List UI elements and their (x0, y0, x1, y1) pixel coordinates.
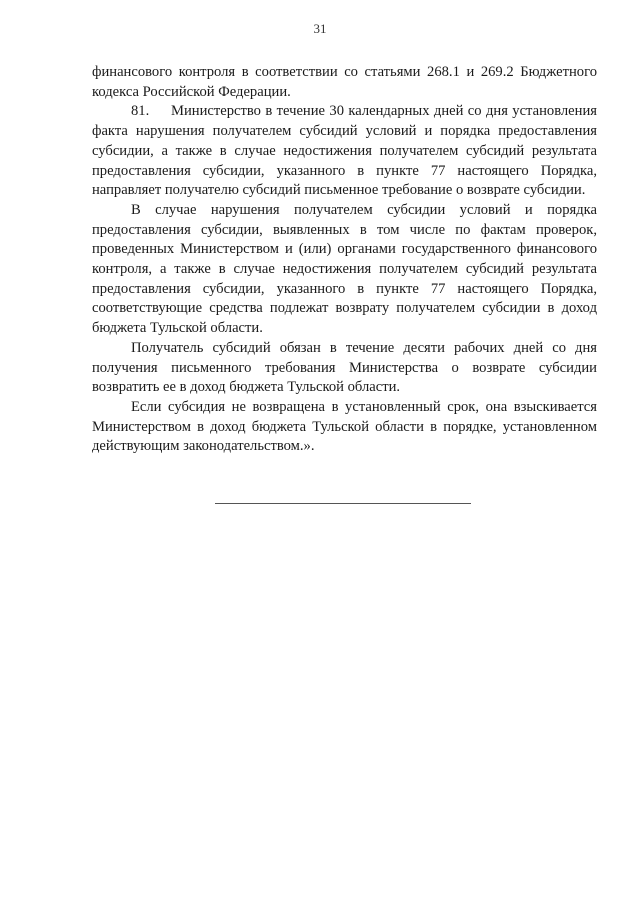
document-body (92, 63, 597, 457)
closing-separator-line (215, 503, 471, 504)
paragraph-continuation: финансового контроля в соответствии со статьями 268.1 и 269.2 Бюджетного кодекса Российской Федерации. (92, 64, 597, 100)
paragraph-81-text: Министерство в течение 30 календарных дней со дня установления факта нарушения получателем субсидий условий и порядка предоставления субсидии, а также в случае недостижения получателем субсидий результата предоставления субсидии, указанного в пункте 77 настоящего Порядка, направляет получателю субсидий письменное требование о возврате субсидии. (92, 103, 597, 199)
paragraph-81-number: 81. (131, 103, 150, 120)
paragraph-enforced-recovery: Если субсидия не возвращена в установленный срок, она взыскивается Министерством в доход бюджета Тульской области в порядке, установленном действующим законодательством.». (92, 398, 597, 455)
paragraph-81 (92, 102, 597, 201)
page-number: 31 (313, 21, 327, 36)
paragraph-violation-return: В случае нарушения получателем субсидии условий и порядка предоставления субсидии, выявленных в том числе по фактам проверок, проведенных Министерством и (или) органами государственного финансового контроля, а также в случае недостижения получателем субсидий результата предоставления субсидии, указанного в пункте 77 настоящего Порядка, соответствующие средства подлежат возврату получателем субсидии в доход бюджета Тульской области. (92, 201, 597, 337)
paragraph-return-deadline: Получатель субсидий обязан в течение десяти рабочих дней со дня получения письменного требования Министерства о возврате субсидии возвратить ее в доход бюджета Тульской области. (92, 339, 597, 396)
